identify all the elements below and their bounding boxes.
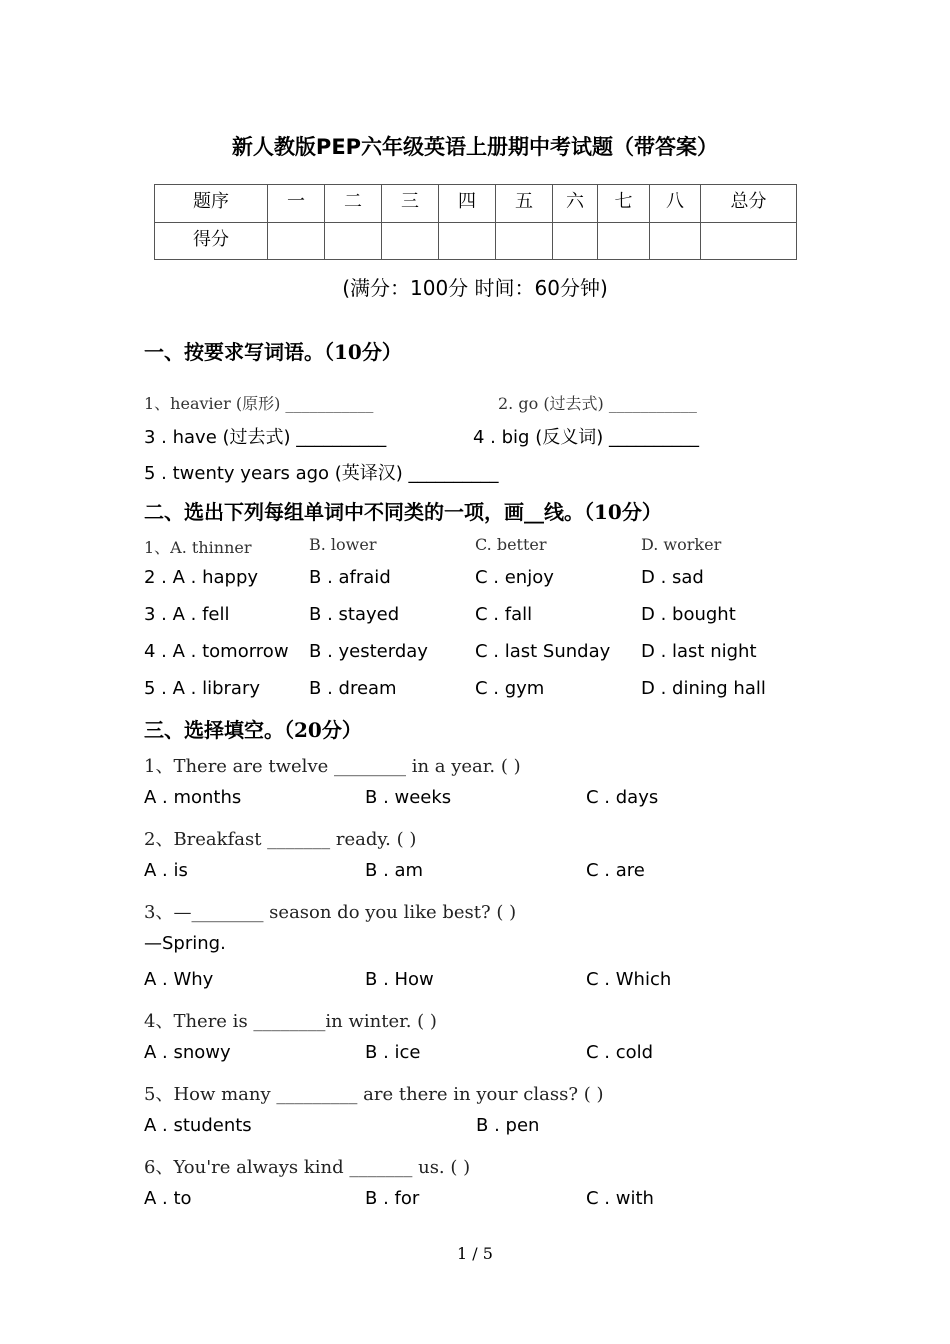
section2-row2-a: 2 . A . happy bbox=[144, 567, 259, 588]
header-cell: 五 bbox=[496, 185, 553, 223]
section2-row3-b: B . stayed bbox=[309, 604, 400, 625]
section3-q6-option-a: A . to bbox=[144, 1188, 192, 1209]
section3-q2: 2、Breakfast _______ ready. ( ) bbox=[144, 829, 417, 850]
section3-q6: 6、You're always kind _______ us. ( ) bbox=[144, 1157, 471, 1178]
section1-q3: 3 . have (过去式) __________ bbox=[144, 427, 387, 448]
section3-q1-option-b: B . weeks bbox=[365, 787, 452, 808]
score-table-score-row bbox=[155, 222, 797, 260]
section3-q4-option-b: B . ice bbox=[365, 1042, 421, 1063]
section2-row4-d: D . last night bbox=[641, 641, 757, 662]
section2-row5-d: D . dining hall bbox=[641, 678, 766, 699]
header-cell: 六 bbox=[553, 185, 598, 223]
section2-row1-b: B. lower bbox=[309, 535, 377, 554]
exam-meta: (满分：100分 时间：60分钟) bbox=[342, 276, 608, 300]
section3-q3-option-b: B . How bbox=[365, 969, 434, 990]
section3-q5: 5、How many _________ are there in your class? ( ) bbox=[144, 1084, 604, 1105]
section3-q3-option-c: C . Which bbox=[586, 969, 672, 990]
header-cell: 二 bbox=[325, 185, 382, 223]
section2-row3-a: 3 . A . fell bbox=[144, 604, 230, 625]
page-title: 新人教版PEP六年级英语上册期中考试题（带答案） bbox=[231, 135, 719, 159]
header-cell: 七 bbox=[598, 185, 650, 223]
header-cell: 三 bbox=[382, 185, 439, 223]
score-cell[interactable] bbox=[650, 222, 701, 260]
section2-row2-c: C . enjoy bbox=[475, 567, 554, 588]
section3-q3-option-a: A . Why bbox=[144, 969, 214, 990]
header-cell: 一 bbox=[268, 185, 325, 223]
section1-heading: 一、按要求写词语。（10分） bbox=[144, 340, 402, 364]
score-cell[interactable] bbox=[439, 222, 496, 260]
section3-q2-option-b: B . am bbox=[365, 860, 424, 881]
score-cell[interactable] bbox=[268, 222, 325, 260]
section3-q1-option-a: A . months bbox=[144, 787, 242, 808]
header-cell: 总分 bbox=[701, 185, 797, 223]
section3-q3: 3、—________ season do you like best? ( ) bbox=[144, 902, 517, 923]
section3-heading: 三、选择填空。（20分） bbox=[144, 718, 362, 742]
score-cell[interactable] bbox=[496, 222, 553, 260]
page-number: 1 / 5 bbox=[457, 1244, 493, 1263]
score-table bbox=[154, 184, 797, 260]
section2-row2-b: B . afraid bbox=[309, 567, 391, 588]
section3-q2-option-a: A . is bbox=[144, 860, 188, 881]
section2-row5-b: B . dream bbox=[309, 678, 397, 699]
score-cell[interactable] bbox=[598, 222, 650, 260]
score-cell[interactable] bbox=[325, 222, 382, 260]
section1-q5: 5 . twenty years ago (英译汉) __________ bbox=[144, 463, 499, 484]
section2-row1-c: C. better bbox=[475, 535, 547, 554]
score-cell[interactable] bbox=[382, 222, 439, 260]
section2-row2-d: D . sad bbox=[641, 567, 704, 588]
section1-q4: 4 . big (反义词) __________ bbox=[473, 427, 699, 448]
section3-q1: 1、There are twelve ________ in a year. ( ) bbox=[144, 756, 521, 777]
section3-q4: 4、There is ________in winter. ( ) bbox=[144, 1011, 437, 1032]
section2-row3-d: D . bought bbox=[641, 604, 736, 625]
header-cell: 四 bbox=[439, 185, 496, 223]
section2-row4-a: 4 . A . tomorrow bbox=[144, 641, 289, 662]
section2-row1-a: 1、A. thinner bbox=[144, 538, 252, 557]
section1-q2: 2. go (过去式) ___________ bbox=[498, 394, 697, 413]
section3-q2-option-c: C . are bbox=[586, 860, 645, 881]
header-cell: 题序 bbox=[155, 185, 268, 223]
section3-q4-option-c: C . cold bbox=[586, 1042, 654, 1063]
section3-q3-answer: —Spring. bbox=[144, 933, 226, 954]
score-cell[interactable] bbox=[553, 222, 598, 260]
section1-q1: 1、heavier (原形) ___________ bbox=[144, 394, 374, 413]
section2-row1-d: D. worker bbox=[641, 535, 722, 554]
section3-q6-option-c: C . with bbox=[586, 1188, 654, 1209]
section3-q5-option-b: B . pen bbox=[476, 1115, 540, 1136]
header-cell: 八 bbox=[650, 185, 701, 223]
section2-row4-c: C . last Sunday bbox=[475, 641, 611, 662]
section2-heading: 二、选出下列每组单词中不同类的一项，画__线。（10分） bbox=[144, 500, 662, 524]
section3-q5-option-a: A . students bbox=[144, 1115, 252, 1136]
section3-q6-option-b: B . for bbox=[365, 1188, 420, 1209]
section2-row5-c: C . gym bbox=[475, 678, 545, 699]
section2-row5-a: 5 . A . library bbox=[144, 678, 261, 699]
section2-row3-c: C . fall bbox=[475, 604, 533, 625]
score-row-label: 得分 bbox=[155, 222, 268, 260]
score-table-header-row bbox=[155, 185, 797, 223]
score-cell[interactable] bbox=[701, 222, 797, 260]
section3-q1-option-c: C . days bbox=[586, 787, 659, 808]
section2-row4-b: B . yesterday bbox=[309, 641, 428, 662]
section3-q4-option-a: A . snowy bbox=[144, 1042, 231, 1063]
